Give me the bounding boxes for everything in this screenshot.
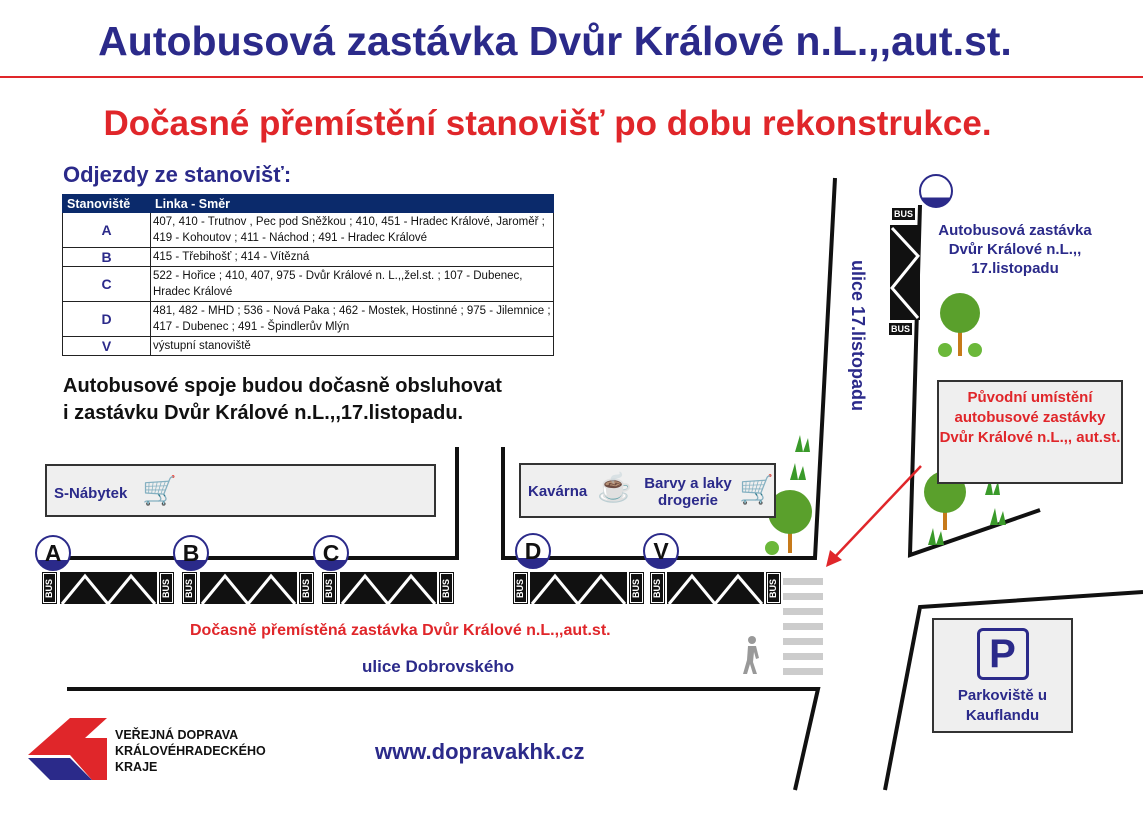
- col-stop: Stanoviště: [63, 195, 151, 213]
- service-note: Autobusové spoje budou dočasně obsluhovat i zastávku Dvůr Králové n.L.,,17.listopadu.: [63, 375, 502, 424]
- coffee-cup-icon: ☕: [597, 472, 632, 503]
- street-17-listopadu: ulice 17.listopadu: [848, 260, 868, 412]
- bus-label: BUS: [891, 324, 911, 334]
- stop-a: A: [35, 535, 71, 571]
- stop-b: B: [173, 535, 209, 571]
- shopping-cart-icon: 🛒: [142, 475, 177, 506]
- logo-text: VEŘEJNÁ DOPRAVA KRÁLOVÉHRADECKÉHO KRAJE: [115, 728, 266, 774]
- bus-label: BUS: [183, 573, 196, 603]
- table-row: A 407, 410 - Trutnov , Pec pod Sněžkou ; 410, 451 - Hradec Králové, Jaroměř ; 419 - Kohoutov ; 411 - Náchod ; 491 - Hradec Králové: [63, 213, 554, 248]
- stop-17-listopadu-sign: [919, 174, 953, 208]
- original-location-box: Původní umístění autobusové zastávky Dvůr Králové n.L.,, aut.st.: [937, 380, 1123, 484]
- bus-label: BUS: [894, 209, 914, 219]
- website-link[interactable]: www.dopravakhk.cz: [375, 739, 585, 764]
- bus-label: BUS: [514, 573, 527, 603]
- crosswalk: [783, 578, 823, 675]
- departures-heading: Odjezdy ze stanovišť:: [63, 162, 292, 187]
- bus-label: BUS: [43, 573, 56, 603]
- building-shops: Kavárna ☕ Barvy a laky drogerie 🛒: [519, 463, 776, 518]
- pedestrian-icon: [743, 636, 759, 674]
- logo: [28, 718, 107, 780]
- table-row: C 522 - Hořice ; 410, 407, 975 - Dvůr Králové n. L.,,žel.st. ; 107 - Dubenec, Hradec Králové: [63, 267, 554, 302]
- bus-label: BUS: [651, 573, 664, 603]
- stop-v: V: [643, 533, 679, 569]
- temp-stop-label: Dočasně přemístěná zastávka Dvůr Králové n.L.,,aut.st.: [190, 622, 611, 639]
- page-title: Autobusová zastávka Dvůr Králové n.L.,,aut.st.: [98, 18, 1012, 64]
- street-dobrovskeho: ulice Dobrovského: [362, 657, 515, 676]
- table-row: V výstupní stanoviště: [63, 337, 554, 356]
- bus-label: BUS: [160, 573, 173, 603]
- col-lines: Linka - Směr: [151, 195, 554, 213]
- arrow: [832, 466, 921, 560]
- table-row: D 481, 482 - MHD ; 536 - Nová Paka ; 462 - Mostek, Hostinné ; 975 - Jilemnice ; 417 - Dubenec ; 491 - Špindlerův Mlýn: [63, 302, 554, 337]
- other-stop-label: Autobusová zastávka Dvůr Králové n.L.,, 17.listopadu: [938, 222, 1092, 277]
- building-nabytek: S-Nábytek 🛒: [45, 464, 436, 517]
- shopping-cart-icon: 🛒: [739, 474, 774, 505]
- parking-icon: P: [977, 628, 1029, 680]
- bus-label: BUS: [440, 573, 453, 603]
- bus-label: BUS: [630, 573, 643, 603]
- bus-label: BUS: [323, 573, 336, 603]
- subtitle: Dočasné přemístění stanovišť po dobu rekonstrukce.: [103, 104, 992, 143]
- parking-box: P Parkoviště u Kauflandu: [932, 618, 1073, 733]
- bus-label: BUS: [767, 573, 780, 603]
- table-row: B 415 - Třebihošť ; 414 - Vítězná: [63, 248, 554, 267]
- stop-d: D: [515, 533, 551, 569]
- stop-c: C: [313, 535, 349, 571]
- bus-label: BUS: [300, 573, 313, 603]
